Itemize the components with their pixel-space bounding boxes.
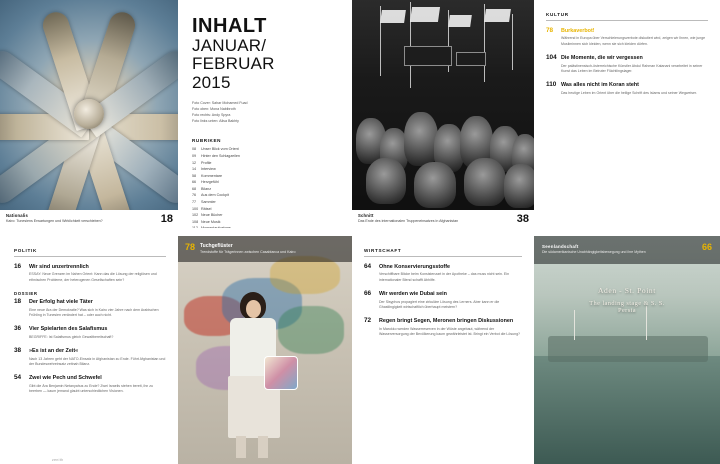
entry-page-number: 38	[14, 347, 22, 355]
rubrik-number: 66	[192, 180, 197, 185]
section-heading-kultur: KULTUR	[546, 12, 708, 21]
entry-page-number: 64	[364, 263, 372, 270]
rubrik-label: Rätsel	[201, 206, 212, 211]
toc-title: INHALT	[192, 15, 267, 37]
toc-entry[interactable]	[546, 82, 708, 96]
photo-ferris-wheel	[0, 0, 178, 228]
model-face	[246, 300, 261, 318]
photo-fashion-tuchgefluester	[178, 236, 352, 464]
rubrik-number: 102	[192, 213, 199, 218]
entry-title: Ohne Konservierungsstoffe	[379, 264, 450, 270]
list-item[interactable]	[192, 160, 340, 167]
entry-description: ESSAY: Neue Grenzen im Nahen Orient: Kann das die Lösung der religiösen und ethnischen Probleme, der heterogenen Gesellschaften sein?	[29, 272, 157, 282]
entry-page-number: 78	[185, 242, 196, 252]
toc-entry[interactable]	[546, 28, 708, 47]
sea-pier	[548, 336, 708, 362]
rubrik-number: 77	[192, 200, 197, 205]
entry-title: Die Momente, die wir vergessen	[561, 55, 643, 62]
rubrik-label: Profile	[201, 160, 212, 165]
rubrik-number: 100	[192, 206, 199, 211]
entry-description: Das heutige Leben im Orient über die heilige Schrift des Islams und seiner Wegweiser.	[561, 90, 697, 95]
sea-overlay-line-2: The landing stage & S. S. Persia	[589, 300, 665, 314]
rubrik-label: Hinter den Schlagzeilen	[201, 154, 240, 158]
model-bag	[264, 356, 298, 390]
entry-page-number: 104	[546, 54, 557, 62]
rubrik-number: 108	[192, 219, 199, 224]
toc-entry[interactable]	[14, 326, 166, 340]
photo-afghanistan-crowd	[352, 0, 534, 228]
rubriken-heading: RUBRIKEN	[192, 138, 222, 144]
list-item[interactable]	[192, 212, 340, 219]
rubrik-number: 76	[192, 193, 197, 198]
rubrik-label: Neue Musik	[201, 219, 221, 224]
entry-description: Während in Europa über Verschleierungsverbote diskutiert wird, zeigen wir Ihnen, wie junge Musliminnen sich kleiden, wenn sie sich kleiden dürfen.	[561, 36, 706, 46]
rubrik-label: Neue Bücher	[201, 213, 223, 218]
credit-line: Foto Cover: Sahar Mohamed Fuad	[192, 100, 248, 105]
rubrik-number: 09	[192, 154, 197, 158]
list-item[interactable]	[192, 179, 340, 186]
photo-caption-afghanistan	[352, 210, 534, 228]
entry-page-number: 66	[701, 242, 712, 252]
rubrik-label: Unser Blick vom Orient	[201, 147, 239, 152]
toc-entry[interactable]	[364, 291, 522, 310]
caption-title: Nationalis	[6, 213, 29, 219]
entry-description: Der palästinensisch-österreichische Künstler Abdul Rahman Katanani verarbeitet in seiner Kunst das Leben im Beiruter Flüchtlingslager.	[561, 63, 703, 73]
entry-page-number: 54	[14, 374, 22, 382]
entry-description: In Marokko werden Wasserreserven in der Wüste angebaut, während der Wasserversorgung der Bevölkerung kaum gewährleistet ist. Bringt ein Verbot die Lösung?	[379, 326, 521, 337]
entry-description: Gibt die Ära Benjamin Netanyahus zu Ende? Zwei Israelis stehen bereit, ihn zu beerben — kaum jemand glaubt unterschiedlichen Visionen.	[29, 383, 154, 393]
toc-entry[interactable]	[14, 264, 166, 283]
photo-caption-ferris	[0, 210, 178, 228]
issue-year: 2015	[192, 72, 231, 92]
entry-page-number: 110	[546, 81, 557, 89]
section-heading-wirtschaft: WIRTSCHAFT	[364, 248, 522, 257]
section-politik	[0, 236, 178, 464]
model-leg-left	[236, 436, 246, 458]
model-leg-right	[258, 436, 268, 458]
list-item[interactable]	[192, 186, 340, 193]
rubrik-number: 14	[192, 167, 197, 172]
entry-title: Seenlandschaft	[542, 244, 579, 249]
issue-month-1: JANUAR/	[192, 36, 267, 55]
toc-entry[interactable]	[364, 318, 522, 337]
rubrik-label: Aus dem Cockpit	[201, 193, 229, 198]
rubrik-label: Sammler	[201, 200, 216, 205]
toc-entry[interactable]	[14, 299, 166, 318]
toc-entry[interactable]	[546, 55, 708, 74]
sea-overlay-line-1: Aden - St. Point	[598, 286, 656, 295]
entry-title: Was alles nicht im Koran steht	[561, 82, 639, 89]
list-item[interactable]	[192, 219, 340, 226]
list-item[interactable]	[192, 199, 340, 206]
entry-description: Verschiffbare Blicke beim Konsistenzart in der Apotheke – das muss nicht sein. Ein internationaler Blend schafft Abhilfe.	[379, 272, 510, 282]
credit-line: Foto rechts: Andy Spyra	[192, 113, 231, 118]
list-item[interactable]	[192, 166, 340, 173]
entry-title: Zwei wie Pech und Schwefel	[29, 375, 102, 382]
table-of-contents	[178, 0, 352, 228]
list-item[interactable]	[192, 192, 340, 199]
entry-description: Trendstoffe für Trägerinnen zwischen Casablanca und Kairo	[200, 250, 296, 254]
toc-entry[interactable]	[14, 375, 166, 394]
section-kultur	[534, 0, 720, 228]
entry-title: Vier Spielarten des Salafismus	[29, 326, 108, 333]
entry-title: Burkaverbot!	[561, 28, 595, 34]
list-item[interactable]	[192, 206, 340, 213]
ferris-hub	[74, 99, 104, 129]
rubrik-label: Kommentare	[201, 173, 223, 178]
entry-title: Der Erfolg hat viele Täter	[29, 299, 93, 306]
rubrik-number: 68	[192, 186, 197, 191]
rubrik-label: Herzgefühl	[201, 180, 219, 185]
rubriken-list	[192, 146, 340, 238]
entry-page-number: 36	[14, 325, 22, 333]
toc-entry[interactable]	[14, 348, 166, 367]
list-item[interactable]	[192, 173, 340, 180]
rubrik-number: 58	[192, 173, 197, 178]
page-number: 18	[160, 213, 173, 225]
entry-page-number: 78	[546, 27, 554, 34]
section-heading-dossier: DOSSIER	[14, 291, 38, 297]
entry-page-number: 18	[14, 298, 22, 306]
caption-title: Schnitt	[358, 213, 374, 219]
caption-text: Das Ende des internationalen Truppeneinsatzes in Afghanistan	[358, 219, 459, 224]
sea-water	[534, 356, 720, 464]
entry-title: »Es ist an der Zeit«	[29, 348, 79, 355]
entry-title: Regen bringt Segen, Meronen bringen Diskussionen	[379, 318, 514, 325]
photo-seenlandschaft	[534, 236, 720, 464]
toc-entry[interactable]	[364, 264, 522, 283]
credit-line: Foto oben: Mona Nabibroth	[192, 107, 236, 112]
entry-page-number: 66	[364, 290, 372, 298]
entry-description: Der Sisyphos propagiert eine zirkuläre Lösung des Lerners. Aber kann er die Ghastlingigkeit wirtschaftlich überhaupt meistern?	[379, 299, 500, 309]
issue-month-2: FEBRUAR	[192, 54, 275, 74]
rubrik-number: 12	[192, 160, 197, 165]
entry-description: Nach 13 Jahren geht der NATO-Einsatz in Afghanistan zu Ende. Führt Afghanistan und der Bundeswehreinsatz zeitnah Bilanz.	[29, 356, 166, 366]
entry-description: BEGRIFFE: Ist Salafismus gleich Gewaltbereitschaft?	[29, 334, 114, 339]
entry-description: Eine neue Ära der Demokratie? Was sich in Kairo vier Jahre nach dem Arabischen Frühling in Tunesien verändert hat – oder auch nicht.	[29, 307, 159, 317]
rubrik-label: Bilanz	[201, 186, 212, 191]
section-heading-politik: POLITIK	[14, 248, 166, 257]
rubrik-number: 08	[192, 147, 197, 152]
section-wirtschaft	[352, 236, 534, 464]
credit-line: Foto links unten: Alisa Bakhty	[192, 119, 239, 124]
footer-logo: zenith	[52, 458, 64, 462]
entry-description: Die südamerikanische Unabhängigkeitsbewegung und ihre Mythen	[542, 250, 646, 254]
list-item[interactable]	[192, 153, 340, 160]
list-item[interactable]	[192, 146, 340, 153]
entry-title: Tuchgeflüster	[200, 243, 233, 249]
entry-page-number: 16	[14, 263, 22, 270]
entry-title: Wir werden wie Dubai sein	[379, 291, 447, 298]
photo-credits	[192, 100, 340, 124]
entry-title: Wir sind unzertrennlich	[29, 264, 89, 270]
caption-text: Kairo: Tunesiens Erwartungen und Wirklichkeit verschieben?	[6, 219, 103, 224]
page-fold-divider	[0, 228, 720, 236]
rubrik-label: Interview	[201, 167, 216, 172]
entry-page-number: 72	[364, 317, 372, 325]
sea-mast	[574, 310, 575, 340]
photo-label-band	[178, 236, 352, 262]
page-number: 38	[516, 213, 529, 225]
